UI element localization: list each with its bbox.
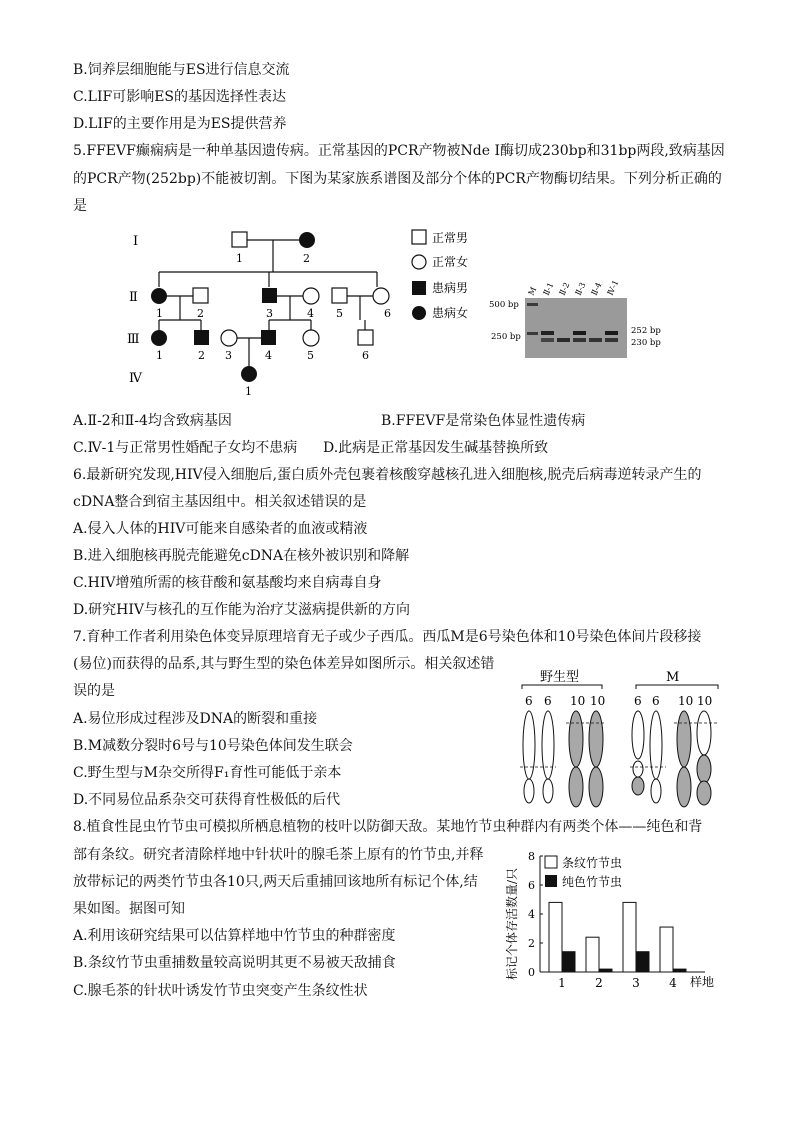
x-tick-label: 1 — [558, 976, 566, 990]
y-tick-label: 8 — [528, 850, 535, 863]
chart-x-label: 样地 — [690, 975, 715, 989]
II-1-affected-female — [151, 288, 167, 304]
I-2-affected-female — [299, 232, 315, 248]
band-II-3-230 — [573, 338, 586, 342]
bar-chart — [500, 846, 730, 992]
chart-bars — [549, 902, 686, 972]
marker-500bp: 500 bp — [489, 300, 519, 310]
gen-label-4: Ⅳ — [129, 371, 142, 386]
marker-230bp: 230 bp — [631, 338, 661, 348]
q8-option-c: C.腺毛茶的针状叶诱发竹节虫突变产生条纹性状 — [73, 983, 368, 999]
band-II-2-230 — [557, 338, 570, 342]
num-III-5: 5 — [307, 349, 314, 362]
m-chrom-num-4: 10 — [697, 694, 713, 708]
band-IV-1-230 — [605, 338, 618, 342]
m-chr6-a-mid — [633, 761, 643, 777]
bar-striped-site-4 — [660, 927, 673, 972]
III-3-normal-female — [221, 330, 237, 346]
II-3-affected-male — [262, 288, 277, 303]
lane-label-m: M — [526, 285, 539, 297]
band-IV-1-252 — [605, 331, 618, 335]
band-m-250 — [527, 332, 538, 335]
bar-solid-site-3 — [636, 952, 649, 972]
num-III-2: 2 — [198, 349, 205, 362]
band-II-3-252 — [573, 331, 586, 335]
q7-option-c: C.野生型与M杂交所得F₁育性可能低于亲本 — [73, 765, 342, 781]
m-chr10-b-translocated — [697, 711, 711, 755]
q8-stem-2: 部有条纹。研究者清除样地中针状叶的腺毛茶上原有的竹节虫,并释 — [73, 847, 484, 863]
q8-stem-4: 果如图。据图可知 — [73, 901, 185, 917]
q5-option-a: A.Ⅱ-2和Ⅱ-4均含致病基因 — [73, 413, 232, 429]
q7-stem-1: 7.育种工作者利用染色体变异原理培育无子或少子西瓜。西瓜M是6号染色体和10号染色体间片段移接 — [73, 629, 702, 645]
bar-solid-site-4 — [673, 969, 686, 972]
q7-option-a: A.易位形成过程涉及DNA的断裂和重接 — [73, 711, 318, 727]
legend-striped-swatch — [545, 856, 557, 868]
legend-striped-label: 条纹竹节虫 — [562, 856, 623, 870]
II-2-normal-male — [193, 288, 208, 303]
gen-label-2: Ⅱ — [129, 290, 138, 305]
m-chr6-a — [632, 711, 644, 759]
num-II-1: 1 — [156, 307, 163, 320]
band-m-500 — [527, 303, 538, 306]
wild-type-bracket — [522, 685, 602, 689]
legend-solid-swatch — [545, 875, 557, 887]
q5-option-d: D.此病是正常基因发生碱基替换所致 — [323, 440, 549, 456]
wild-chr6-b — [542, 711, 554, 779]
q8-stem-1: 8.植食性昆虫竹节虫可模拟所栖息植物的枝叶以防御天敌。某地竹节虫种群内有两类个体——纯色和背 — [73, 819, 703, 835]
II-6-normal-female — [373, 288, 389, 304]
legend-normal-male-symbol — [412, 230, 426, 244]
q7-option-b: B.M减数分裂时6号与10号染色体间发生联会 — [73, 738, 353, 754]
num-II-4: 4 — [307, 307, 314, 320]
bar-striped-site-2 — [586, 937, 599, 972]
y-tick-label: 2 — [528, 937, 535, 950]
legend-affected-male-symbol — [412, 281, 426, 295]
lane-label-II-4: Ⅱ-4 — [589, 281, 604, 297]
x-tick-label: 4 — [669, 976, 677, 990]
q4-option-c: C.LIF可影响ES的基因选择性表达 — [73, 89, 287, 105]
m-chrom-num-3: 10 — [678, 694, 694, 708]
gel-electrophoresis — [485, 276, 665, 360]
chromosome-figure — [508, 665, 730, 815]
legend-affected-female-symbol — [412, 306, 426, 320]
lane-label-II-3: Ⅱ-3 — [573, 281, 588, 297]
q6-stem-2: cDNA整合到宿主基因组中。相关叙述错误的是 — [73, 494, 367, 510]
q7-stem-2: (易位)而获得的品系,其与野生型的染色体差异如图所示。相关叙述错 — [73, 656, 495, 672]
wild-chr6-b-short — [543, 779, 553, 803]
I-1-normal-male — [232, 232, 247, 247]
m-chrom-num-1: 6 — [634, 694, 642, 708]
marker-250bp: 250 bp — [491, 332, 521, 342]
II-4-normal-female — [303, 288, 319, 304]
III-6-normal-male — [358, 330, 373, 345]
q4-option-b: B.饲养层细胞能与ES进行信息交流 — [73, 62, 290, 78]
III-1-affected-female — [151, 330, 167, 346]
marker-252bp: 252 bp — [631, 326, 661, 336]
wild-chr6-a-short — [524, 779, 534, 803]
x-tick-label: 3 — [632, 976, 640, 990]
gen-label-3: Ⅲ — [127, 332, 140, 347]
num-II-5: 5 — [336, 307, 343, 320]
II-5-normal-male — [332, 288, 347, 303]
q6-option-b: B.进入细胞核再脱壳能避免cDNA在核外被识别和降解 — [73, 548, 410, 564]
m-strain-label: M — [666, 670, 680, 685]
y-tick-label: 4 — [528, 908, 535, 921]
m-strain-bracket — [636, 685, 718, 689]
m-chr6-a-translocated — [632, 777, 644, 795]
gel-background — [525, 298, 627, 358]
num-I-1: 1 — [236, 252, 243, 265]
q6-option-c: C.HIV增殖所需的核苷酸和氨基酸均来自病毒自身 — [73, 575, 382, 591]
bar-striped-site-1 — [549, 902, 562, 972]
gen-label-1: Ⅰ — [133, 234, 139, 249]
IV-1-affected-female — [241, 366, 257, 382]
m-chr6-b-short — [651, 779, 661, 803]
q8-stem-3: 放带标记的两类竹节虫各10只,两天后重捕回该地所有标记个体,结 — [73, 874, 478, 890]
num-III-3: 3 — [225, 349, 232, 362]
num-I-2: 2 — [303, 252, 310, 265]
wild-chrom-num-1: 6 — [525, 694, 533, 708]
wild-chr10-b-short — [589, 767, 603, 807]
legend-normal-female-label: 正常女 — [432, 255, 469, 269]
wild-chrom-num-3: 10 — [570, 694, 586, 708]
wild-chr10-a — [569, 711, 583, 767]
num-IV-1: 1 — [245, 385, 252, 398]
legend-solid-label: 纯色竹节虫 — [562, 875, 623, 889]
m-chrom-num-2: 6 — [652, 694, 660, 708]
wild-chrom-num-4: 10 — [590, 694, 606, 708]
legend-affected-male-label: 患病男 — [432, 281, 469, 295]
q6-option-a: A.侵入人体的HIV可能来自感染者的血液或精液 — [73, 521, 368, 537]
III-5-normal-female — [303, 330, 319, 346]
bar-striped-site-3 — [623, 902, 636, 972]
bar-solid-site-2 — [599, 969, 612, 972]
legend-normal-female-symbol — [412, 255, 426, 269]
num-III-6: 6 — [362, 349, 369, 362]
q4-option-d: D.LIF的主要作用是为ES提供营养 — [73, 116, 287, 132]
y-tick-label: 0 — [528, 966, 535, 979]
wild-chrom-num-2: 6 — [544, 694, 552, 708]
wild-type-label: 野生型 — [540, 670, 580, 685]
q6-option-d: D.研究HIV与核孔的互作能为治疗艾滋病提供新的方向 — [73, 602, 411, 618]
q6-stem-1: 6.最新研究发现,HIV侵入细胞后,蛋白质外壳包裹着核酸穿越核孔进入细胞核,脱壳后病毒逆转录产生的 — [73, 467, 702, 483]
q7-stem-3: 误的是 — [73, 683, 115, 699]
lane-label-IV-1: Ⅳ-1 — [605, 278, 621, 297]
m-chr10-a — [677, 711, 691, 767]
wild-chr10-a-short — [569, 767, 583, 807]
legend-affected-female-label: 患病女 — [432, 306, 469, 320]
m-chr10-b-short — [697, 781, 711, 805]
wild-chr10-b — [589, 711, 603, 767]
pedigree-chart — [125, 224, 485, 404]
band-II-4-230 — [589, 338, 602, 342]
lane-label-II-2: Ⅱ-2 — [557, 281, 572, 297]
q5-option-b: B.FFEVF是常染色体显性遗传病 — [381, 413, 586, 429]
m-chr10-b-mid — [697, 755, 711, 783]
III-4-affected-male — [261, 330, 276, 345]
q7-option-d: D.不同易位品系杂交可获得育性极低的后代 — [73, 792, 341, 808]
q5-stem-3: 是 — [73, 198, 87, 214]
q5-stem-2: 的PCR产物(252bp)不能被切割。下图为某家族系谱图及部分个体的PCR产物酶切结果。下列分析正确的 — [73, 171, 722, 187]
num-II-3: 3 — [266, 307, 273, 320]
wild-chr6-a — [523, 711, 535, 779]
num-II-2: 2 — [197, 307, 204, 320]
num-II-6: 6 — [384, 307, 391, 320]
num-III-4: 4 — [265, 349, 272, 362]
y-tick-label: 6 — [528, 879, 535, 892]
q5-option-c: C.Ⅳ-1与正常男性婚配子女均不患病 — [73, 440, 298, 456]
lane-label-II-1: Ⅱ-1 — [541, 281, 556, 297]
chart-y-label: 标记个体存活数量/只 — [505, 867, 519, 980]
bar-solid-site-1 — [562, 952, 575, 972]
legend-normal-male-label: 正常男 — [432, 231, 469, 245]
num-III-1: 1 — [156, 349, 163, 362]
band-II-1-230 — [541, 338, 554, 342]
III-2-affected-male — [194, 330, 209, 345]
x-tick-label: 2 — [595, 976, 603, 990]
band-II-1-252 — [541, 331, 554, 335]
q8-option-b: B.条纹竹节虫重捕数量较高说明其更不易被天敌捕食 — [73, 955, 396, 971]
q8-option-a: A.利用该研究结果可以估算样地中竹节虫的种群密度 — [73, 928, 396, 944]
m-chr6-b — [650, 711, 662, 779]
q5-stem-1: 5.FFEVF癫痫病是一种单基因遗传病。正常基因的PCR产物被Nde I酶切成230bp和31bp两段,致病基因 — [73, 143, 725, 159]
m-chr10-a-short — [677, 767, 691, 807]
